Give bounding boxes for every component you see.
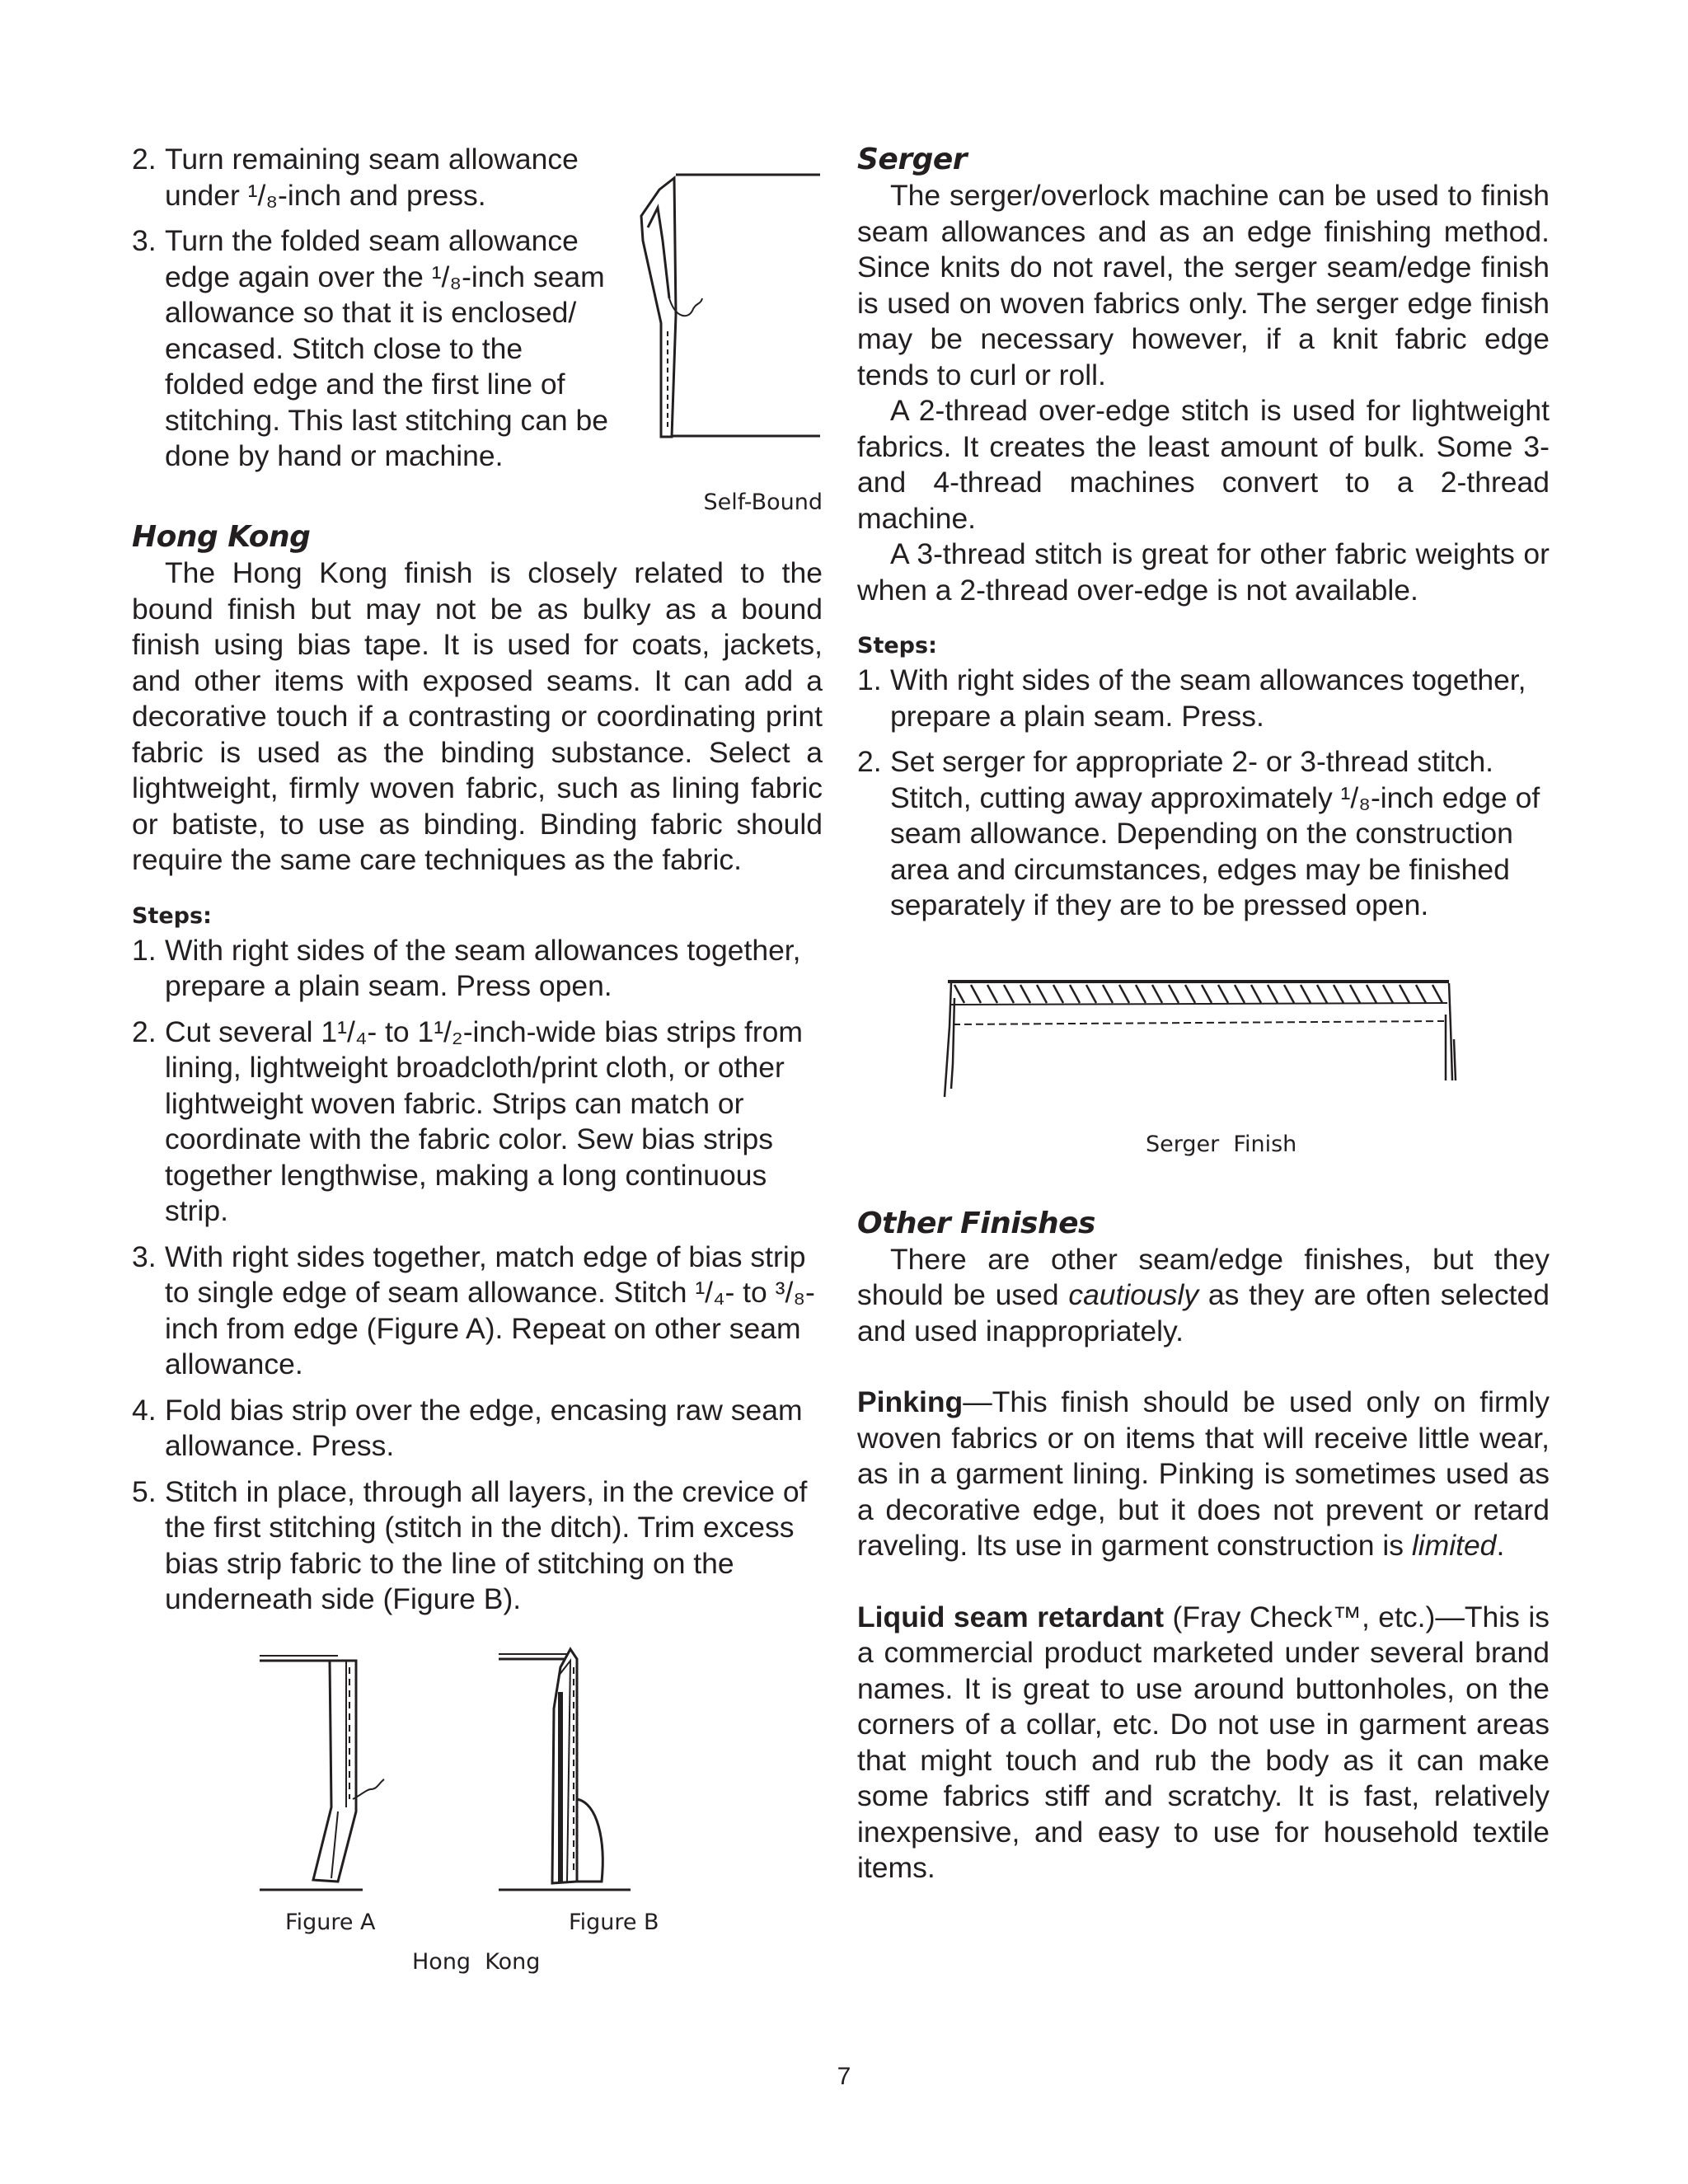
self-bound-caption: Self-Bound [703, 490, 823, 515]
pinking-text-a: —This finish should be used only on firmly woven fabrics or on items that will receive little wear, as in a garment lining. Pinking is sometimes used as a decorative edge, but it does not prevent or retard raveling. Its use in garment construction is [857, 1385, 1550, 1562]
liquid-retardant-paragraph [857, 1600, 1550, 1886]
step-number: 1. [132, 933, 157, 967]
liquid-text: (Fray Check™, etc.)—This is a commercial product marketed under several brand names. It is great to use around buttonholes, on the corners of a collar, etc. Do not use in garment areas that might touch and rub the body as it can make some fabrics stiff and scratchy. It is fast, relatively inexpensive, and easy to use for household textile items. [857, 1600, 1550, 1884]
step-number: 3. [132, 224, 157, 257]
list-item [857, 663, 1550, 734]
step-number: 2. [132, 143, 157, 176]
serger-figure [857, 965, 1550, 1171]
hong-kong-heading: Hong Kong [132, 520, 311, 554]
fabric-right-edge [1446, 983, 1456, 1080]
intro-emphasis: cautiously [1068, 1278, 1199, 1311]
figure-b-illustration [495, 1643, 709, 1915]
pinking-paragraph [857, 1385, 1550, 1564]
list-item [132, 933, 823, 1005]
hong-kong-steps-label: Steps: [132, 902, 212, 929]
thread-tail [353, 1779, 384, 1799]
hong-kong-figure-caption: Hong Kong [412, 1948, 541, 1975]
serger-paragraph-1: The serger/overlock machine can be used to finish seam allowances and as an edge finishing method. Since knits do not ravel, the serger seam/edge finish is used on woven fabrics only. The serger edge finish may be necessary however, if a knit fabric edge tends to curl or roll. [857, 179, 1550, 391]
left-column [132, 142, 823, 1975]
pinking-emphasis: limited [1411, 1529, 1497, 1562]
step-number: 4. [132, 1393, 157, 1427]
other-finishes-intro [857, 1242, 1550, 1350]
serger-steps [857, 663, 1550, 924]
list-item [132, 1393, 823, 1465]
serger-paragraph-3: A 3-thread stitch is great for other fabric weights or when a 2-thread over-edge is not available. [857, 537, 1550, 607]
serger-finish-caption: Serger Finish [1146, 1131, 1297, 1157]
list-item [132, 1240, 823, 1383]
step-text: Cut several 1¹/₄- to 1¹/₂-inch-wide bias strips from lining, lightweight broadcloth/print cloth, or other lightweight woven fabric. Strips can match or coordinate with the fabric color. Sew bias strips together lengthwise, making a long continuous strip. [165, 1015, 803, 1227]
step-text: Turn the folded seam allowance edge again over the ¹/₈-inch seam allowance so that it is enclosed/ encased. Stitch close to the folded edge and the first line of stitching. This last stitching can be done by hand or machine. [165, 224, 609, 472]
step-text: Turn remaining seam allowance under ¹/₈-inch and press. [165, 143, 579, 212]
figure-a-caption: Figure A [285, 1909, 376, 1935]
hong-kong-steps [132, 933, 823, 1618]
stitch-line [953, 1021, 1444, 1024]
self-bound-illustration [626, 166, 824, 463]
list-item [132, 223, 610, 475]
pinking-text-b: . [1496, 1529, 1505, 1562]
page-number: 7 [837, 2063, 851, 2090]
step-text: Fold bias strip over the edge, encasing raw seam allowance. Press. [165, 1393, 803, 1462]
serger-paragraph-2: A 2-thread over-edge stitch is used for lightweight fabrics. It creates the least amount of bulk. Some 3- and 4-thread machines convert to a 2-thread machine. [857, 394, 1550, 535]
step-text: Set serger for appropriate 2- or 3-thread stitch. Stitch, cutting away approximately ¹/₈-inch edge of seam allowance. Depending on the construction area and circumstances, edges may be finished separately if they are to be pressed open. [890, 745, 1540, 921]
self-bound-steps [132, 142, 610, 475]
hong-kong-figures [132, 1643, 823, 1975]
self-bound-section [132, 142, 823, 515]
step-text: With right sides of the seam allowances together, prepare a plain seam. Press. [890, 663, 1526, 733]
list-item [132, 1015, 823, 1230]
figure-a-illustration [256, 1643, 470, 1915]
bias-strip-flap [577, 1799, 603, 1882]
figure-b-caption: Figure B [569, 1909, 659, 1935]
serger-heading: Serger [857, 143, 968, 176]
pinking-term: Pinking [857, 1385, 964, 1418]
intro-text-a: There are other seam/edge finishes, but they should be used [857, 1242, 1550, 1311]
step-text: Stitch in place, through all layers, in the crevice of the first stitching (stitch in the ditch). Trim excess bias strip fabric to the line of stitching on the underneath side (Figure B). [165, 1474, 808, 1615]
step-number: 3. [132, 1240, 157, 1273]
step-number: 5. [132, 1474, 157, 1508]
serger-finish-illustration [940, 965, 1467, 1113]
list-item [132, 1474, 823, 1618]
hong-kong-intro: The Hong Kong finish is closely related to the bound finish but may not be as bulky as a bound finish using bias tape. It is used for coats, jackets, and other items with exposed seams. It can add a decorative touch if a contrasting or coordinating print fabric is used as the binding substance. Select a lightweight, firmly woven fabric, such as lining fabric or batiste, to use as binding. Binding fabric should require the same care techniques as the fabric. [132, 556, 823, 876]
step-number: 2. [132, 1015, 157, 1048]
step-number: 1. [857, 663, 882, 696]
serger-stitches [954, 985, 1442, 1003]
liquid-term: Liquid seam retardant [857, 1600, 1165, 1633]
right-column [857, 142, 1550, 1886]
step-text: With right sides together, match edge of bias strip to single edge of seam allowance. Stitch ¹/₄- to ³/₈-inch from edge (Figure A). Repeat on other seam allowance. [165, 1240, 815, 1380]
serger-loop-line [951, 1003, 1447, 1005]
fabric-left-edge [945, 983, 954, 1097]
step-number: 2. [857, 745, 882, 778]
step-text: With right sides of the seam allowances together, prepare a plain seam. Press open. [165, 933, 801, 1002]
intro-text-b: as they are often selected and used inappropriately. [857, 1278, 1550, 1347]
serger-steps-label: Steps: [857, 633, 937, 658]
list-item [857, 744, 1550, 924]
other-finishes-heading: Other Finishes [857, 1206, 1095, 1240]
list-item [132, 142, 610, 213]
